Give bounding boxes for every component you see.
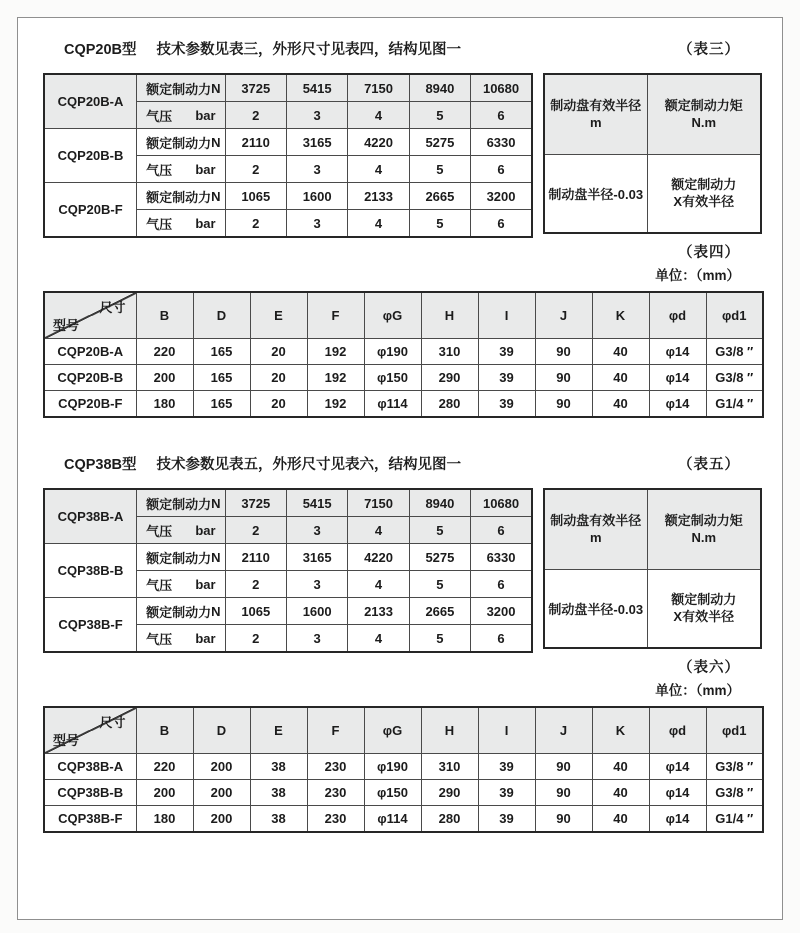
dims-data-row xyxy=(44,780,763,806)
pressure-label-cell xyxy=(137,210,226,238)
section-heading xyxy=(64,453,461,474)
dims-table-tag: （表六） xyxy=(678,660,740,676)
force-value-cell: 5275 xyxy=(409,129,470,156)
radius-header-line1: 制动盘有效半径 xyxy=(550,98,642,114)
pressure-label-cell xyxy=(137,517,226,544)
torque-formula-cell xyxy=(647,569,761,648)
force-label-cell xyxy=(137,183,226,210)
dim-value-cell: φ190 xyxy=(364,754,421,780)
model-cell: CQP38B-F xyxy=(44,598,137,653)
dims-table xyxy=(43,291,764,418)
unit-note: 单位：（mm） xyxy=(655,683,740,698)
pressure-value-cell: 3 xyxy=(286,156,347,183)
force-value-cell: 3200 xyxy=(471,183,532,210)
dim-value-cell: 192 xyxy=(307,365,364,391)
dim-value-cell: 90 xyxy=(535,754,592,780)
torque-header-cell xyxy=(647,74,761,154)
params-row xyxy=(44,74,532,102)
model-cell: CQP38B-A xyxy=(44,489,137,544)
dim-header-cell: D xyxy=(193,707,250,754)
pressure-value-cell: 2 xyxy=(225,571,286,598)
pressure-value-cell: 4 xyxy=(348,517,409,544)
section-heading xyxy=(64,38,461,59)
force-value-cell: 2665 xyxy=(409,598,470,625)
dim-header-cell: φd1 xyxy=(706,292,763,339)
product-section xyxy=(0,36,800,451)
annotation-formula-row xyxy=(544,154,761,233)
torque-header-line2: N.m xyxy=(691,115,717,131)
force-value-cell: 3725 xyxy=(225,489,286,517)
corner-label-dimension: 尺寸 xyxy=(99,300,126,315)
pressure-unit: bar xyxy=(195,215,216,231)
corner-diagonal xyxy=(45,293,136,338)
force-value-cell: 5415 xyxy=(286,74,347,102)
dim-value-cell: 90 xyxy=(535,806,592,832)
pressure-value-cell: 5 xyxy=(409,210,470,238)
dim-value-cell: G3/8 ″ xyxy=(706,339,763,365)
radius-formula-cell: 制动盘半径-0.03 xyxy=(544,154,647,233)
dim-value-cell: 280 xyxy=(421,391,478,417)
dim-header-cell: I xyxy=(478,292,535,339)
corner-label-model: 型号 xyxy=(53,733,80,748)
force-value-cell: 2133 xyxy=(348,183,409,210)
dim-value-cell: 38 xyxy=(250,754,307,780)
dim-value-cell: 310 xyxy=(421,754,478,780)
force-value-cell: 2110 xyxy=(225,129,286,156)
dim-header-cell: K xyxy=(592,707,649,754)
model-series-name: CQP38B型 xyxy=(64,457,137,473)
params-table xyxy=(43,488,533,653)
pressure-label-cell xyxy=(137,156,226,183)
pressure-value-cell: 5 xyxy=(409,102,470,129)
pressure-value-cell: 2 xyxy=(225,625,286,653)
annotation-header-row xyxy=(544,489,761,569)
pressure-value-cell: 4 xyxy=(348,210,409,238)
params-table-tag: （表五） xyxy=(678,457,740,473)
dim-header-cell: F xyxy=(307,707,364,754)
dim-header-cell: E xyxy=(250,292,307,339)
dim-value-cell: 90 xyxy=(535,339,592,365)
pressure-unit: bar xyxy=(195,522,216,538)
force-unit: N xyxy=(211,134,221,150)
dim-value-cell: 290 xyxy=(421,365,478,391)
pressure-value-cell: 2 xyxy=(225,210,286,238)
force-value-cell: 3725 xyxy=(225,74,286,102)
model-cell: CQP20B-A xyxy=(44,74,137,129)
force-label-cell xyxy=(137,129,226,156)
force-label-cell xyxy=(137,598,226,625)
pressure-value-cell: 6 xyxy=(471,210,532,238)
dim-value-cell: 39 xyxy=(478,780,535,806)
force-value-cell: 4220 xyxy=(348,544,409,571)
force-value-cell: 1600 xyxy=(286,183,347,210)
dim-header-cell: φd1 xyxy=(706,707,763,754)
dims-header-row xyxy=(44,707,763,754)
dim-value-cell: 39 xyxy=(478,391,535,417)
params-table xyxy=(43,73,533,238)
torque-formula-line1: 额定制动力 xyxy=(671,592,737,608)
pressure-label: 气压 xyxy=(146,162,173,178)
dim-value-cell: G1/4 ″ xyxy=(706,806,763,832)
dim-value-cell: 165 xyxy=(193,365,250,391)
params-row xyxy=(44,183,532,210)
dim-value-cell: 220 xyxy=(136,754,193,780)
pressure-value-cell: 6 xyxy=(471,571,532,598)
dim-value-cell: φ150 xyxy=(364,365,421,391)
dim-value-cell: 200 xyxy=(193,754,250,780)
dim-header-cell: H xyxy=(421,292,478,339)
corner-diagonal xyxy=(45,708,136,753)
dim-header-cell: D xyxy=(193,292,250,339)
pressure-value-cell: 5 xyxy=(409,625,470,653)
product-section xyxy=(0,451,800,866)
dim-header-cell: B xyxy=(136,292,193,339)
force-value-cell: 6330 xyxy=(471,129,532,156)
dim-value-cell: φ14 xyxy=(649,339,706,365)
force-value-cell: 6330 xyxy=(471,544,532,571)
dim-value-cell: 39 xyxy=(478,806,535,832)
dim-value-cell: 20 xyxy=(250,391,307,417)
force-unit: N xyxy=(211,188,221,204)
unit-note: 单位：（mm） xyxy=(655,268,740,283)
pressure-value-cell: 2 xyxy=(225,156,286,183)
pressure-value-cell: 3 xyxy=(286,571,347,598)
corner-label-model: 型号 xyxy=(53,318,80,333)
heading-note: 技术参数见表三，外形尺寸见表四，结构见图一 xyxy=(156,42,462,58)
dims-data-row xyxy=(44,391,763,417)
dim-value-cell: 200 xyxy=(193,806,250,832)
dims-data-row xyxy=(44,806,763,832)
params-row xyxy=(44,489,532,517)
params-tables-row xyxy=(43,488,762,653)
dim-value-cell: 40 xyxy=(592,391,649,417)
dim-value-cell: φ14 xyxy=(649,391,706,417)
params-row xyxy=(44,129,532,156)
dim-value-cell: 40 xyxy=(592,780,649,806)
force-value-cell: 2110 xyxy=(225,544,286,571)
dims-data-row xyxy=(44,339,763,365)
force-unit: N xyxy=(211,603,221,619)
dims-header-row xyxy=(44,292,763,339)
pressure-value-cell: 6 xyxy=(471,102,532,129)
dim-value-cell: 40 xyxy=(592,339,649,365)
dim-value-cell: 310 xyxy=(421,339,478,365)
corner-cell xyxy=(44,292,136,339)
dim-value-cell: 40 xyxy=(592,806,649,832)
force-value-cell: 7150 xyxy=(348,489,409,517)
dim-value-cell: 200 xyxy=(136,780,193,806)
dim-value-cell: φ14 xyxy=(649,806,706,832)
dim-value-cell: φ150 xyxy=(364,780,421,806)
corner-label-dimension: 尺寸 xyxy=(99,715,126,730)
force-value-cell: 8940 xyxy=(409,74,470,102)
force-label-cell xyxy=(137,74,226,102)
force-unit: N xyxy=(211,495,221,511)
pressure-unit: bar xyxy=(195,107,216,123)
dim-value-cell: 38 xyxy=(250,806,307,832)
dim-header-cell: φd xyxy=(649,707,706,754)
force-value-cell: 5275 xyxy=(409,544,470,571)
pressure-value-cell: 6 xyxy=(471,156,532,183)
force-value-cell: 3200 xyxy=(471,598,532,625)
torque-formula-line2: X有效半径 xyxy=(673,609,735,625)
force-label: 额定制动力 xyxy=(146,81,212,97)
dim-value-cell: 192 xyxy=(307,339,364,365)
torque-header-line1: 额定制动力矩 xyxy=(664,513,743,529)
pressure-label: 气压 xyxy=(146,108,173,124)
dims-table xyxy=(43,706,764,833)
pressure-value-cell: 3 xyxy=(286,102,347,129)
torque-formula-line2: X有效半径 xyxy=(673,194,735,210)
heading-note: 技术参数见表五，外形尺寸见表六，结构见图一 xyxy=(156,457,462,473)
dim-value-cell: 90 xyxy=(535,780,592,806)
force-value-cell: 1065 xyxy=(225,183,286,210)
pressure-label-cell xyxy=(137,102,226,129)
dim-header-cell: K xyxy=(592,292,649,339)
force-value-cell: 1065 xyxy=(225,598,286,625)
force-value-cell: 1600 xyxy=(286,598,347,625)
dim-value-cell: G3/8 ″ xyxy=(706,780,763,806)
annotation-table xyxy=(543,488,762,649)
params-row xyxy=(44,598,532,625)
pressure-label: 气压 xyxy=(146,577,173,593)
pressure-label-cell xyxy=(137,571,226,598)
corner-cell xyxy=(44,707,136,754)
dims-data-row xyxy=(44,365,763,391)
force-value-cell: 10680 xyxy=(471,489,532,517)
model-cell: CQP38B-B xyxy=(44,544,137,598)
dims-model-cell: CQP20B-B xyxy=(44,365,136,391)
torque-formula-line1: 额定制动力 xyxy=(671,177,737,193)
force-unit: N xyxy=(211,549,221,565)
annotation-formula-row xyxy=(544,569,761,648)
pressure-value-cell: 2 xyxy=(225,517,286,544)
dim-value-cell: φ14 xyxy=(649,754,706,780)
dim-header-cell: E xyxy=(250,707,307,754)
dim-value-cell: 20 xyxy=(250,339,307,365)
dim-header-cell: φG xyxy=(364,292,421,339)
dim-value-cell: 230 xyxy=(307,754,364,780)
dim-header-cell: H xyxy=(421,707,478,754)
pressure-value-cell: 4 xyxy=(348,102,409,129)
dim-value-cell: 39 xyxy=(478,365,535,391)
dim-value-cell: 40 xyxy=(592,365,649,391)
force-label-cell xyxy=(137,544,226,571)
dim-value-cell: 90 xyxy=(535,365,592,391)
pressure-unit: bar xyxy=(195,576,216,592)
force-label: 额定制动力 xyxy=(146,550,212,566)
dim-value-cell: 39 xyxy=(478,754,535,780)
torque-header-line2: N.m xyxy=(691,530,717,546)
pressure-value-cell: 3 xyxy=(286,210,347,238)
pressure-value-cell: 4 xyxy=(348,571,409,598)
dim-value-cell: 230 xyxy=(307,780,364,806)
pressure-value-cell: 4 xyxy=(348,156,409,183)
force-label: 额定制动力 xyxy=(146,135,212,151)
dim-value-cell: G3/8 ″ xyxy=(706,754,763,780)
force-value-cell: 5415 xyxy=(286,489,347,517)
dim-value-cell: 90 xyxy=(535,391,592,417)
dim-header-cell: φd xyxy=(649,292,706,339)
dim-value-cell: 290 xyxy=(421,780,478,806)
radius-header-cell xyxy=(544,489,647,569)
dim-value-cell: 39 xyxy=(478,339,535,365)
pressure-label-cell xyxy=(137,625,226,653)
dim-value-cell: 20 xyxy=(250,365,307,391)
radius-formula-cell: 制动盘半径-0.03 xyxy=(544,569,647,648)
dims-model-cell: CQP20B-F xyxy=(44,391,136,417)
dim-header-cell: B xyxy=(136,707,193,754)
dim-value-cell: 220 xyxy=(136,339,193,365)
dim-value-cell: G1/4 ″ xyxy=(706,391,763,417)
params-table-tag: （表三） xyxy=(678,42,740,58)
model-cell: CQP20B-B xyxy=(44,129,137,183)
model-series-name: CQP20B型 xyxy=(64,42,137,58)
dims-model-cell: CQP38B-F xyxy=(44,806,136,832)
annotation-table xyxy=(543,73,762,234)
dim-value-cell: 165 xyxy=(193,339,250,365)
torque-header-cell xyxy=(647,489,761,569)
force-value-cell: 8940 xyxy=(409,489,470,517)
dim-value-cell: 180 xyxy=(136,806,193,832)
dim-header-cell: J xyxy=(535,292,592,339)
dim-value-cell: 192 xyxy=(307,391,364,417)
force-label: 额定制动力 xyxy=(146,496,212,512)
force-value-cell: 4220 xyxy=(348,129,409,156)
force-unit: N xyxy=(211,80,221,96)
pressure-unit: bar xyxy=(195,630,216,646)
pressure-value-cell: 5 xyxy=(409,571,470,598)
pressure-label: 气压 xyxy=(146,523,173,539)
dim-value-cell: G3/8 ″ xyxy=(706,365,763,391)
pressure-unit: bar xyxy=(195,161,216,177)
dim-value-cell: 38 xyxy=(250,780,307,806)
dim-value-cell: 200 xyxy=(136,365,193,391)
dims-model-cell: CQP38B-A xyxy=(44,754,136,780)
dim-value-cell: 165 xyxy=(193,391,250,417)
dim-value-cell: 230 xyxy=(307,806,364,832)
force-value-cell: 2133 xyxy=(348,598,409,625)
dim-value-cell: φ14 xyxy=(649,780,706,806)
dims-model-cell: CQP38B-B xyxy=(44,780,136,806)
pressure-label: 气压 xyxy=(146,216,173,232)
radius-header-cell xyxy=(544,74,647,154)
model-cell: CQP20B-F xyxy=(44,183,137,238)
dim-value-cell: 280 xyxy=(421,806,478,832)
dim-value-cell: φ114 xyxy=(364,806,421,832)
dim-value-cell: φ190 xyxy=(364,339,421,365)
dim-value-cell: 40 xyxy=(592,754,649,780)
pressure-value-cell: 5 xyxy=(409,517,470,544)
radius-header-line2: m xyxy=(589,530,602,546)
annotation-header-row xyxy=(544,74,761,154)
pressure-value-cell: 5 xyxy=(409,156,470,183)
force-label-cell xyxy=(137,489,226,517)
force-label: 额定制动力 xyxy=(146,604,212,620)
force-value-cell: 3165 xyxy=(286,544,347,571)
dim-header-cell: F xyxy=(307,292,364,339)
dims-data-row xyxy=(44,754,763,780)
dims-model-cell: CQP20B-A xyxy=(44,339,136,365)
dim-header-cell: φG xyxy=(364,707,421,754)
force-value-cell: 2665 xyxy=(409,183,470,210)
pressure-value-cell: 2 xyxy=(225,102,286,129)
radius-header-line2: m xyxy=(589,115,602,131)
dim-value-cell: 200 xyxy=(193,780,250,806)
pressure-value-cell: 3 xyxy=(286,517,347,544)
torque-header-line1: 额定制动力矩 xyxy=(664,98,743,114)
dim-value-cell: φ114 xyxy=(364,391,421,417)
force-value-cell: 7150 xyxy=(348,74,409,102)
dim-header-cell: I xyxy=(478,707,535,754)
params-tables-row xyxy=(43,73,762,238)
force-label: 额定制动力 xyxy=(146,189,212,205)
radius-header-line1: 制动盘有效半径 xyxy=(550,513,642,529)
dims-table-tag: （表四） xyxy=(678,245,740,261)
torque-formula-cell xyxy=(647,154,761,233)
pressure-label: 气压 xyxy=(146,631,173,647)
force-value-cell: 3165 xyxy=(286,129,347,156)
pressure-value-cell: 6 xyxy=(471,625,532,653)
dim-header-cell: J xyxy=(535,707,592,754)
params-row xyxy=(44,544,532,571)
dim-value-cell: φ14 xyxy=(649,365,706,391)
pressure-value-cell: 4 xyxy=(348,625,409,653)
dim-value-cell: 180 xyxy=(136,391,193,417)
pressure-value-cell: 6 xyxy=(471,517,532,544)
pressure-value-cell: 3 xyxy=(286,625,347,653)
force-value-cell: 10680 xyxy=(471,74,532,102)
